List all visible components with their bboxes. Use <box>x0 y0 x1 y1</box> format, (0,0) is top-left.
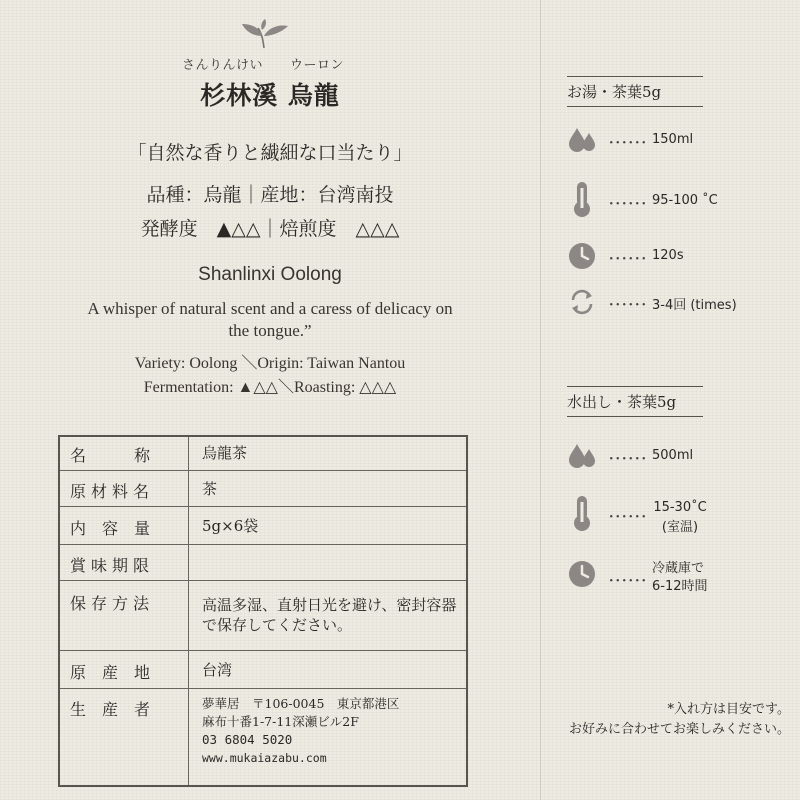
cold-brew-heading: 水出し・茶葉5g <box>567 386 703 417</box>
cold-time-line1: 冷蔵庫で <box>652 561 705 576</box>
dot-leader: ･･････ <box>608 136 647 151</box>
cold-temp-note: (室温) <box>661 520 699 535</box>
product-title: 杉林溪 烏龍 <box>200 81 340 110</box>
column-divider <box>540 0 541 800</box>
dot-leader: ･･････ <box>608 197 647 212</box>
dot-leader: ･･････ <box>608 298 647 313</box>
note-line1: *入れ方は目安です。 <box>667 702 790 717</box>
ruby-oolong: ウーロン <box>290 58 345 73</box>
table-value: 烏龍茶 <box>202 444 248 462</box>
table-label: 名 称 <box>70 446 151 465</box>
thermometer-icon <box>566 494 598 532</box>
product-info-table <box>58 435 468 787</box>
table-label: 内容量 <box>70 519 167 538</box>
thermometer-icon <box>566 180 598 218</box>
table-label: 原材料名 <box>70 482 155 501</box>
table-row-storage <box>60 580 466 651</box>
cold-water-amount: 500ml <box>652 448 694 463</box>
jp-tagline: 「自然な香りと繊細な口当たり」 <box>127 142 413 164</box>
jp-fermentation-roasting: 発酵度 ▲△△｜焙煎度 △△△ <box>140 218 400 240</box>
table-row-ingredients <box>60 470 466 507</box>
table-value: 5g×6袋 <box>202 517 259 535</box>
hot-steep-time: 120s <box>652 248 684 263</box>
table-label: 原産地 <box>70 663 167 682</box>
en-fermentation-roasting: Fermentation: ▲△△＼Roasting: △△△ <box>143 379 397 396</box>
cold-temp-range: 15-30˚C <box>653 500 707 515</box>
brewing-note <box>520 700 790 740</box>
tea-leaf-icon <box>236 18 292 50</box>
cold-time-line2: 6-12時間 <box>652 579 708 594</box>
note-line2: お好みに合わせてお楽しみください。 <box>568 722 790 737</box>
dot-leader: ･･････ <box>608 574 647 589</box>
cold-steep-time <box>652 560 708 596</box>
table-label: 保存方法 <box>70 594 155 613</box>
table-row-producer <box>60 688 466 786</box>
table-label: 生産者 <box>70 700 167 719</box>
water-drops-icon <box>566 124 598 156</box>
clock-icon <box>566 240 598 272</box>
dot-leader: ･･････ <box>608 452 647 467</box>
table-row-contents <box>60 506 466 545</box>
dot-leader: ･･････ <box>608 510 647 525</box>
table-value: 茶 <box>202 480 218 498</box>
jp-variety-origin: 品種：烏龍｜産地：台湾南投 <box>146 184 394 206</box>
producer-info <box>202 695 462 767</box>
table-row-origin <box>60 650 466 689</box>
en-description: A whisper of natural scent and a caress of delicacy on the tongue.” <box>87 299 453 340</box>
hot-brew-heading: お湯・茶葉5g <box>567 76 703 107</box>
hot-water-amount: 150ml <box>652 132 694 147</box>
producer-address-line2: 麻布十番1-7-11深瀬ビル2F <box>202 714 359 729</box>
clock-icon <box>566 558 598 590</box>
cold-temperature <box>652 498 708 538</box>
hot-water-temperature: 95-100 ˚C <box>652 193 718 208</box>
en-title: Shanlinxi Oolong <box>198 264 342 285</box>
producer-phone: 03 6804 5020 <box>202 732 293 747</box>
producer-website: www.mukaiazabu.com <box>202 751 327 765</box>
table-value: 台湾 <box>202 661 233 679</box>
table-label: 賞味期限 <box>70 556 155 575</box>
ruby-shanlinxi: さんりんけい <box>182 58 264 73</box>
producer-address-line1: 夢華居 〒106-0045 東京都港区 <box>202 696 400 711</box>
dot-leader: ･･････ <box>608 252 647 267</box>
refresh-icon <box>566 286 598 318</box>
en-variety-origin: Variety: Oolong ＼Origin: Taiwan Nantou <box>134 355 406 372</box>
hot-infusions: 3-4回 (times) <box>652 298 737 313</box>
table-row-best-before <box>60 544 466 581</box>
table-value: 高温多湿、直射日光を避け、密封容器で保存してください。 <box>202 596 457 634</box>
table-row-name <box>60 437 466 470</box>
water-drops-icon <box>566 440 598 472</box>
